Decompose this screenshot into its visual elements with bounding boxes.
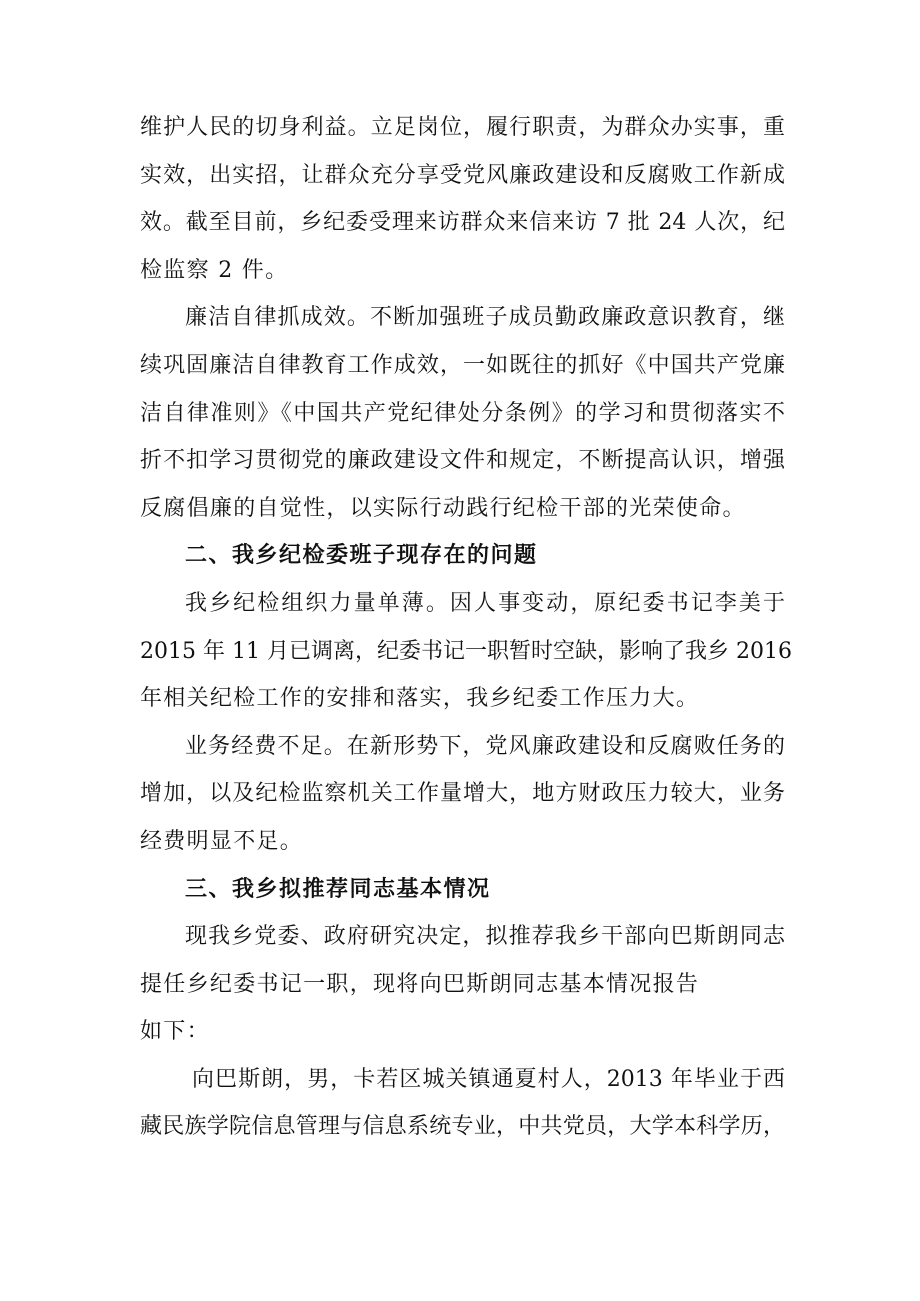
text-line: 藏民族学院信息管理与信息系统专业，中共党员，大学本科学历， bbox=[140, 1114, 785, 1140]
paragraph bbox=[140, 913, 785, 1056]
text-line: 实效，出实招，让群众充分享受党风廉政建设和反腐败工作新成 bbox=[140, 162, 785, 188]
text-line: 业务经费不足。在新形势下，党风廉政建设和反腐败任务的 bbox=[185, 733, 785, 759]
text-line: 检监察 2 件。 bbox=[140, 257, 289, 283]
text-line: 2015 年 11 月已调离，纪委书记一职暂时空缺，影响了我乡 2016 bbox=[140, 638, 792, 664]
section-heading-text: 三、我乡拟推荐同志基本情况 bbox=[185, 876, 491, 902]
paragraph bbox=[140, 723, 785, 866]
text-line: 廉洁自律抓成效。不断加强班子成员勤政廉政意识教育，继 bbox=[185, 305, 785, 331]
section-heading-text: 二、我乡纪检委班子现存在的问题 bbox=[185, 543, 538, 569]
text-line: 增加，以及纪检监察机关工作量增大，地方财政压力较大，业务 bbox=[140, 781, 785, 807]
text-line: 如下： bbox=[140, 1019, 210, 1045]
paragraph bbox=[140, 294, 785, 532]
text-line: 续巩固廉洁自律教育工作成效，一如既往的抓好《中国共产党廉 bbox=[140, 352, 785, 378]
text-line: 现我乡党委、政府研究决定，拟推荐我乡干部向巴斯朗同志 bbox=[185, 924, 785, 950]
paragraph bbox=[140, 104, 785, 294]
paragraph bbox=[140, 1056, 785, 1151]
paragraph bbox=[140, 580, 792, 723]
text-line: 我乡纪检组织力量单薄。因人事变动，原纪委书记李美于 bbox=[185, 590, 785, 616]
text-line: 提任乡纪委书记一职，现将向巴斯朗同志基本情况报告 bbox=[140, 971, 700, 997]
text-line: 维护人民的切身利益。立足岗位，履行职责，为群众办实事，重 bbox=[140, 115, 785, 140]
text-line: 年相关纪检工作的安排和落实，我乡纪委工作压力大。 bbox=[140, 686, 700, 712]
text-line: 效。截至目前，乡纪委受理来访群众来信来访 7 批 24 人次，纪 bbox=[140, 210, 785, 236]
text-line: 折不扣学习贯彻党的廉政建设文件和规定，不断提高认识，增强 bbox=[140, 448, 785, 474]
section-heading bbox=[140, 866, 785, 914]
text-line: 向巴斯朗，男，卡若区城关镇通夏村人，2013 年毕业于西 bbox=[192, 1066, 785, 1092]
section-heading bbox=[140, 532, 785, 580]
document-body bbox=[140, 104, 792, 1151]
text-line: 经费明显不足。 bbox=[140, 828, 304, 854]
text-line: 反腐倡廉的自觉性，以实际行动践行纪检干部的光荣使命。 bbox=[140, 495, 746, 521]
text-line: 洁自律准则》《中国共产党纪律处分条例》的学习和贯彻落实不 bbox=[140, 400, 785, 426]
